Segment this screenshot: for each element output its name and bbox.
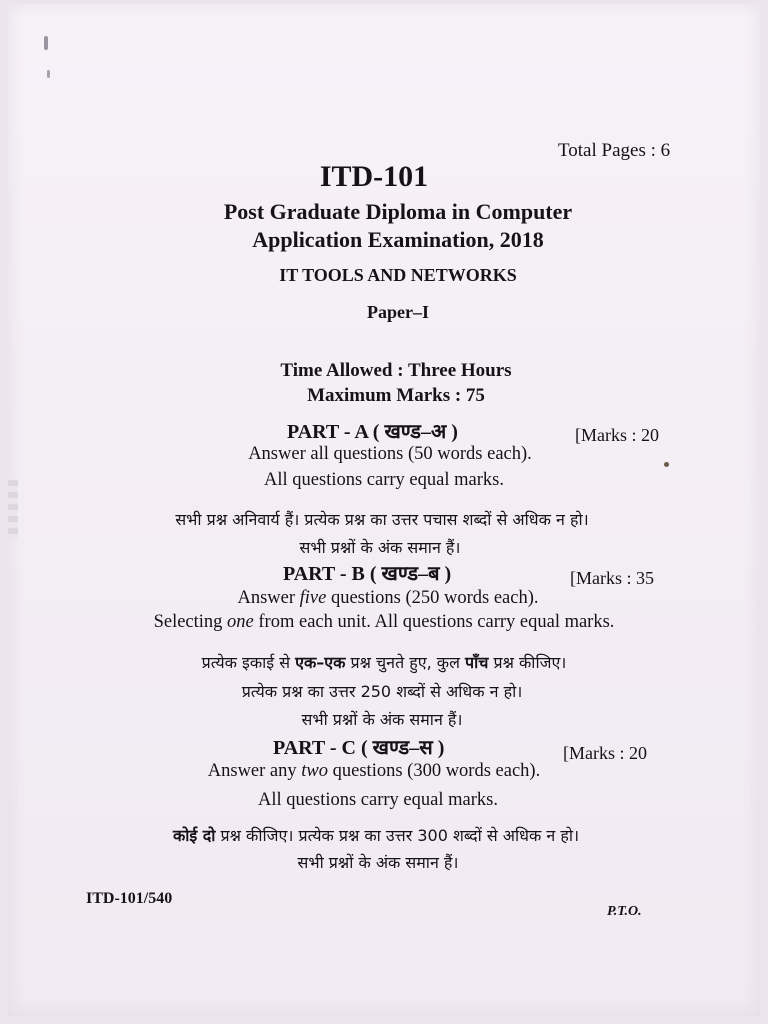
- part-c-instruction: Answer any two questions (300 words each).: [207, 761, 541, 781]
- part-c-instruction-hindi: सभी प्रश्नों के अंक समान हैं।: [297, 853, 459, 872]
- part-b-instruction: Answer five questions (250 words each).: [237, 588, 539, 608]
- paper-number: Paper–I: [367, 302, 429, 322]
- part-a-instruction: All questions carry equal marks.: [264, 470, 504, 490]
- total-pages: Total Pages : 6: [558, 140, 671, 161]
- part-c-heading: PART - C ( खण्ड–स ): [273, 737, 445, 759]
- footer-paper-code: ITD-101/540: [86, 890, 173, 907]
- paper-code: ITD-101: [319, 160, 429, 193]
- part-a-instruction-hindi: सभी प्रश्नों के अंक समान हैं।: [299, 538, 461, 557]
- part-b-instruction-hindi: प्रत्येक इकाई से एक–एक प्रश्न चुनते हुए, कुल पाँच प्रश्न कीजिए।: [201, 653, 567, 672]
- pencil-mark: [44, 36, 48, 50]
- part-a-heading: PART - A ( खण्ड–अ ): [287, 421, 458, 443]
- part-b-instruction-hindi: प्रत्येक प्रश्न का उत्तर 250 शब्दों से अधिक न हो।: [241, 682, 523, 701]
- part-c-instruction: All questions carry equal marks.: [258, 790, 498, 810]
- part-a-instruction-hindi: सभी प्रश्न अनिवार्य हैं। प्रत्येक प्रश्न का उत्तर पचास शब्दों से अधिक न हो।: [175, 510, 589, 529]
- part-a-instruction: Answer all questions (50 words each).: [248, 444, 532, 464]
- pencil-mark: [47, 70, 50, 78]
- subject-title: IT TOOLS AND NETWORKS: [279, 265, 517, 285]
- maximum-marks: Maximum Marks : 75: [307, 385, 485, 406]
- exam-title-line1: Post Graduate Diploma in Computer: [223, 199, 573, 224]
- part-c-instruction-hindi: कोई दो प्रश्न कीजिए। प्रत्येक प्रश्न का उत्तर 300 शब्दों से अधिक न हो।: [172, 826, 580, 845]
- part-c-marks: [Marks : 20: [563, 743, 647, 763]
- part-b-instruction: Selecting one from each unit. All questions carry equal marks.: [153, 612, 615, 632]
- footer-pto: P.T.O.: [607, 904, 642, 919]
- part-b-heading: PART - B ( खण्ड–ब ): [283, 563, 452, 585]
- time-allowed: Time Allowed : Three Hours: [280, 360, 512, 381]
- part-b-marks: [Marks : 35: [570, 568, 654, 588]
- exam-title-line2: Application Examination, 2018: [252, 227, 544, 252]
- part-a-marks: [Marks : 20: [575, 425, 659, 445]
- part-b-instruction-hindi: सभी प्रश्नों के अंक समान हैं।: [301, 710, 463, 729]
